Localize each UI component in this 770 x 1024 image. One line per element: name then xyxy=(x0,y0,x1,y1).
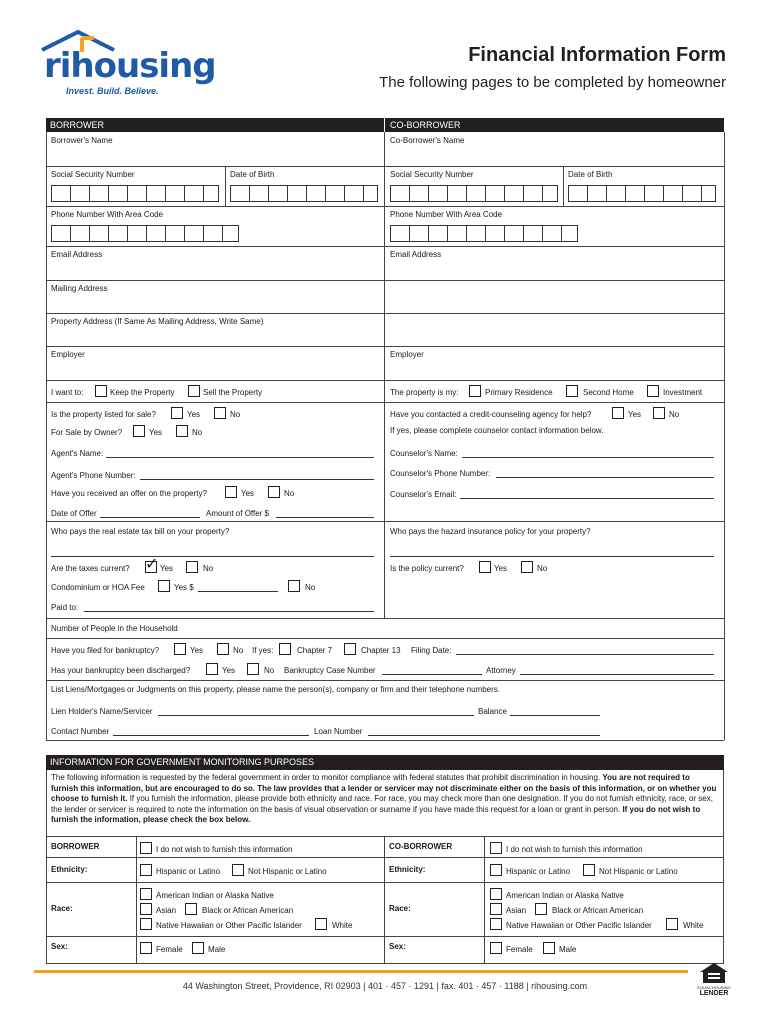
date-offer-label: Date of Offer xyxy=(51,509,97,518)
row-divider xyxy=(46,166,724,167)
borrower-sex-label: Sex: xyxy=(51,942,68,951)
gov-col-divider xyxy=(384,836,385,964)
bankruptcy-no-checkbox[interactable] xyxy=(217,643,229,655)
row-divider xyxy=(46,280,724,281)
gov-disclosure-text: The following information is requested by the federal government in order to monitor compliance with federal statutes that prohibit discrimination in housing. You are not required to furnish this information, but are encouraged to do so. The law provides that a lender or servicer may not discriminate either on the basis of this information, or on whether you choose to furnish it. If you furnish the information, please provide both ethnicity and race. For race, you may check more than one designation. If you do not furnish ethnicity, race, or sex, the lender or servicer is required to note the information on the basis of visual observation or surname if you have made this request for a loan or grant in person. If you do not wish to furnish the information, please check the box below. xyxy=(51,773,717,824)
keep-property-checkbox[interactable] xyxy=(95,385,107,397)
listed-no-label: No xyxy=(230,410,241,419)
offer-yes-label: Yes xyxy=(241,489,255,498)
gov-row-divider xyxy=(46,882,724,883)
co-borrower-black-label: Black or African American xyxy=(552,906,644,915)
borrower-ssn-label: Social Security Number xyxy=(51,170,135,179)
co-borrower-not-hispanic-label: Not Hispanic or Latino xyxy=(599,867,678,876)
co-borrower-not-hispanic-checkbox[interactable] xyxy=(583,864,595,876)
fsbo-no-checkbox[interactable] xyxy=(176,425,188,437)
borrower-no-wish-label: I do not wish to furnish this information xyxy=(156,845,293,854)
co-borrower-ssn-label: Social Security Number xyxy=(390,170,474,179)
want-to-label: I want to: xyxy=(51,388,84,397)
footer-rule xyxy=(34,970,688,973)
borrower-not-hispanic-label: Not Hispanic or Latino xyxy=(248,867,327,876)
co-borrower-email-field[interactable] xyxy=(387,262,722,279)
gov-borrower-label: BORROWER xyxy=(51,842,100,851)
borrower-employer-label: Employer xyxy=(51,350,85,359)
counseling-yes-label: Yes xyxy=(628,410,642,419)
second-home-label: Second Home xyxy=(583,388,634,397)
co-borrower-white-label: White xyxy=(683,921,704,930)
contact-number-field[interactable] xyxy=(113,735,309,736)
co-borrower-phone-label: Phone Number With Area Code xyxy=(390,210,503,219)
hoa-no-checkbox[interactable] xyxy=(288,580,300,592)
co-borrower-black-checkbox[interactable] xyxy=(535,903,547,915)
gov-row-divider xyxy=(46,836,724,837)
household-label: Number of People in the Household xyxy=(51,624,178,633)
date-offer-field[interactable] xyxy=(100,517,200,518)
loan-number-field[interactable] xyxy=(368,735,600,736)
agent-phone-field[interactable] xyxy=(140,479,374,480)
co-borrower-asian-label: Asian xyxy=(506,906,527,915)
mailing-address-field[interactable] xyxy=(48,296,722,312)
co-borrower-nh-checkbox[interactable] xyxy=(490,918,502,930)
chapter-13-checkbox[interactable] xyxy=(344,643,356,655)
property-is-label: The property is my: xyxy=(390,388,459,397)
borrower-email-field[interactable] xyxy=(48,262,382,279)
borrower-white-checkbox[interactable] xyxy=(315,918,327,930)
borrower-section-header: BORROWER xyxy=(46,118,384,132)
counseling-label: Have you contacted a credit-counseling agency for help? xyxy=(390,410,592,419)
taxes-current-label: Are the taxes current? xyxy=(51,564,130,573)
row-divider xyxy=(46,402,724,403)
tax-bill-field[interactable] xyxy=(51,556,374,557)
equal-housing-lender-logo xyxy=(694,962,734,1002)
if-yes-label: If yes: xyxy=(252,646,274,655)
mailing-address-label: Mailing Address xyxy=(51,284,108,293)
investment-checkbox[interactable] xyxy=(647,385,659,397)
attorney-label: Attorney xyxy=(486,666,516,675)
co-borrower-white-checkbox[interactable] xyxy=(666,918,678,930)
co-borrower-no-wish-label: I do not wish to furnish this information xyxy=(506,845,643,854)
co-borrower-asian-checkbox[interactable] xyxy=(490,903,502,915)
second-home-checkbox[interactable] xyxy=(566,385,578,397)
borrower-asian-checkbox[interactable] xyxy=(140,903,152,915)
sell-property-label: Sell the Property xyxy=(203,388,263,397)
borrower-race-label: Race: xyxy=(51,904,73,913)
row-divider xyxy=(46,638,724,639)
chapter-7-label: Chapter 7 xyxy=(297,646,333,655)
co-borrower-no-wish-checkbox[interactable] xyxy=(490,842,502,854)
discharged-label: Has your bankruptcy been discharged? xyxy=(51,666,191,675)
page-subtitle: The following pages to be completed by homeowner xyxy=(379,74,726,91)
chapter-13-label: Chapter 13 xyxy=(361,646,401,655)
co-borrower-ssn-field[interactable] xyxy=(390,185,558,202)
gov-row-divider xyxy=(46,857,724,858)
offer-no-checkbox[interactable] xyxy=(268,486,280,498)
case-number-field[interactable] xyxy=(382,674,482,675)
borrower-ai-label: American Indian or Alaska Native xyxy=(156,891,274,900)
bankruptcy-yes-label: Yes xyxy=(190,646,204,655)
discharged-no-checkbox[interactable] xyxy=(247,663,259,675)
keep-property-label: Keep the Property xyxy=(110,388,175,397)
co-borrower-nh-label: Native Hawaiian or Other Pacific Islander xyxy=(506,921,652,930)
row-divider xyxy=(46,740,724,741)
offer-no-label: No xyxy=(284,489,295,498)
liens-label: List Liens/Mortgages or Judgments on this property, please name the person(s), company or firm and their telephone numbers. xyxy=(51,685,500,694)
policy-current-label: Is the policy current? xyxy=(390,564,464,573)
balance-label: Balance xyxy=(478,707,507,716)
hoa-no-label: No xyxy=(305,583,316,592)
counselor-email-field[interactable] xyxy=(460,498,714,499)
lien-holder-label: Lien Holder's Name/Servicer xyxy=(51,707,153,716)
discharged-no-label: No xyxy=(264,666,275,675)
row-divider xyxy=(46,618,724,619)
sell-property-checkbox[interactable] xyxy=(188,385,200,397)
borrower-name-field[interactable] xyxy=(48,148,382,165)
case-number-label: Bankruptcy Case Number xyxy=(284,666,376,675)
counselor-phone-field[interactable] xyxy=(496,477,714,478)
logo-tagline: Invest. Build. Believe. xyxy=(66,86,159,96)
counseling-yes-checkbox[interactable] xyxy=(612,407,624,419)
borrower-black-label: Black or African American xyxy=(202,906,294,915)
co-borrower-hispanic-label: Hispanic or Latino xyxy=(506,867,571,876)
row-divider xyxy=(46,313,724,314)
co-borrower-race-label: Race: xyxy=(389,904,411,913)
primary-residence-label: Primary Residence xyxy=(485,388,553,397)
row-divider xyxy=(46,380,724,381)
equal-housing-icon xyxy=(699,962,729,984)
borrower-employer-field[interactable] xyxy=(48,362,382,379)
policy-current-no-checkbox[interactable] xyxy=(521,561,533,573)
co-borrower-female-checkbox[interactable] xyxy=(490,942,502,954)
checkmark-icon: ✓ xyxy=(145,554,159,573)
logo xyxy=(38,28,216,98)
gov-col-divider xyxy=(136,836,137,964)
row-divider xyxy=(46,521,724,522)
listed-no-checkbox[interactable] xyxy=(214,407,226,419)
co-borrower-hispanic-checkbox[interactable] xyxy=(490,864,502,876)
co-borrower-ai-checkbox[interactable] xyxy=(490,888,502,900)
borrower-black-checkbox[interactable] xyxy=(185,903,197,915)
paid-to-field[interactable] xyxy=(84,611,374,612)
amount-offer-field[interactable] xyxy=(276,517,374,518)
form-left-border xyxy=(46,132,47,740)
form-center-divider xyxy=(384,132,385,618)
lender-text: LENDER xyxy=(699,990,729,997)
bankruptcy-no-label: No xyxy=(233,646,244,655)
co-borrower-ai-label: American Indian or Alaska Native xyxy=(506,891,624,900)
ssn-dob-divider xyxy=(225,166,226,206)
co-borrower-name-field[interactable] xyxy=(387,148,722,165)
co-borrower-email-label: Email Address xyxy=(390,250,442,259)
agent-name-label: Agent's Name: xyxy=(51,449,104,458)
borrower-hispanic-label: Hispanic or Latino xyxy=(156,867,221,876)
co-borrower-ethnicity-label: Ethnicity: xyxy=(389,865,426,874)
hoa-yes-checkbox[interactable] xyxy=(158,580,170,592)
taxes-current-no-checkbox[interactable] xyxy=(186,561,198,573)
gov-section-header: INFORMATION FOR GOVERNMENT MONITORING PURPOSES xyxy=(46,755,724,770)
lien-holder-field[interactable] xyxy=(158,715,474,716)
borrower-phone-field[interactable] xyxy=(51,225,239,242)
borrower-name-label: Borrower's Name xyxy=(51,136,113,145)
fsbo-yes-label: Yes xyxy=(149,428,163,437)
co-borrower-female-label: Female xyxy=(506,945,533,954)
co-borrower-dob-field[interactable] xyxy=(568,185,716,202)
borrower-dob-field[interactable] xyxy=(230,185,378,202)
co-borrower-dob-label: Date of Birth xyxy=(568,170,613,179)
borrower-white-label: White xyxy=(332,921,353,930)
loan-number-label: Loan Number xyxy=(314,727,363,736)
borrower-not-hispanic-checkbox[interactable] xyxy=(232,864,244,876)
filing-date-label: Filing Date: xyxy=(411,646,452,655)
gov-co-borrower-label: CO-BORROWER xyxy=(389,842,453,851)
borrower-female-label: Female xyxy=(156,945,183,954)
policy-current-no-label: No xyxy=(537,564,548,573)
agent-name-field[interactable] xyxy=(106,457,374,458)
hazard-field[interactable] xyxy=(390,556,714,557)
gov-col-divider xyxy=(484,836,485,964)
policy-current-yes-checkbox[interactable] xyxy=(479,561,491,573)
co-borrower-section-header: CO-BORROWER xyxy=(385,118,724,132)
borrower-hispanic-checkbox[interactable] xyxy=(140,864,152,876)
primary-residence-checkbox[interactable] xyxy=(469,385,481,397)
offer-label: Have you received an offer on the property? xyxy=(51,489,207,498)
investment-label: Investment xyxy=(663,388,703,397)
borrower-asian-label: Asian xyxy=(156,906,177,915)
bankruptcy-label: Have you filed for bankruptcy? xyxy=(51,646,160,655)
offer-yes-checkbox[interactable] xyxy=(225,486,237,498)
borrower-dob-label: Date of Birth xyxy=(230,170,275,179)
logo-wordmark: rihousing xyxy=(44,46,216,86)
borrower-no-wish-checkbox[interactable] xyxy=(140,842,152,854)
co-borrower-male-label: Male xyxy=(559,945,577,954)
hoa-label: Condominium or HOA Fee xyxy=(51,583,145,592)
filing-date-field[interactable] xyxy=(456,654,714,655)
counseling-no-label: No xyxy=(669,410,680,419)
equal-housing-text: EQUAL HOUSING xyxy=(697,985,731,990)
policy-current-yes-label: Yes xyxy=(494,564,508,573)
agent-phone-label: Agent's Phone Number: xyxy=(51,471,136,480)
listed-label: Is the property listed for sale? xyxy=(51,410,156,419)
co-borrower-male-checkbox[interactable] xyxy=(543,942,555,954)
borrower-ssn-field[interactable] xyxy=(51,185,219,202)
hoa-yes-label: Yes $ xyxy=(174,583,194,592)
bankruptcy-yes-checkbox[interactable] xyxy=(174,643,186,655)
balance-field[interactable] xyxy=(510,715,600,716)
form-center-divider-lower xyxy=(384,548,385,618)
amount-offer-label: Amount of Offer $ xyxy=(206,509,269,518)
borrower-male-checkbox[interactable] xyxy=(192,942,204,954)
borrower-male-label: Male xyxy=(208,945,226,954)
co-borrower-employer-label: Employer xyxy=(390,350,424,359)
co-borrower-sex-label: Sex: xyxy=(389,942,406,951)
borrower-female-checkbox[interactable] xyxy=(140,942,152,954)
footer-address: 44 Washington Street, Providence, RI 02903 | 401 · 457 · 1291 | fax. 401 · 457 · 1188 | rihousing.com xyxy=(182,981,588,991)
counseling-note: If yes, please complete counselor contact information below. xyxy=(390,426,604,435)
form-right-border xyxy=(724,132,725,740)
counselor-name-field[interactable] xyxy=(462,457,714,458)
borrower-nh-label: Native Hawaiian or Other Pacific Islander xyxy=(156,921,302,930)
taxes-current-no-label: No xyxy=(203,564,214,573)
fsbo-label: For Sale by Owner? xyxy=(51,428,123,437)
borrower-ai-checkbox[interactable] xyxy=(140,888,152,900)
borrower-ethnicity-label: Ethnicity: xyxy=(51,865,88,874)
attorney-field[interactable] xyxy=(520,674,714,675)
row-divider xyxy=(46,346,724,347)
listed-yes-label: Yes xyxy=(187,410,201,419)
property-address-field[interactable] xyxy=(48,329,722,345)
gov-row-divider xyxy=(46,936,724,937)
hazard-label: Who pays the hazard insurance policy for your property? xyxy=(390,527,591,536)
counselor-email-label: Counselor's Email: xyxy=(390,490,457,499)
borrower-email-label: Email Address xyxy=(51,250,103,259)
tax-bill-label: Who pays the real estate tax bill on your property? xyxy=(51,527,230,536)
discharged-yes-label: Yes xyxy=(222,666,236,675)
counseling-no-checkbox[interactable] xyxy=(653,407,665,419)
taxes-current-yes-label: Yes xyxy=(160,564,174,573)
row-divider xyxy=(46,206,724,207)
counselor-name-label: Counselor's Name: xyxy=(390,449,458,458)
hoa-amount-field[interactable] xyxy=(198,591,278,592)
co-borrower-name-label: Co-Borrower's Name xyxy=(390,136,465,145)
ssn-dob-divider xyxy=(563,166,564,206)
paid-to-label: Paid to: xyxy=(51,603,79,612)
fsbo-yes-checkbox[interactable] xyxy=(133,425,145,437)
borrower-phone-label: Phone Number With Area Code xyxy=(51,210,164,219)
co-borrower-employer-field[interactable] xyxy=(387,362,722,379)
row-divider xyxy=(46,680,724,681)
chapter-7-checkbox[interactable] xyxy=(279,643,291,655)
contact-number-label: Contact Number xyxy=(51,727,110,736)
listed-yes-checkbox[interactable] xyxy=(171,407,183,419)
page-title: Financial Information Form xyxy=(468,44,726,66)
co-borrower-phone-field[interactable] xyxy=(390,225,578,242)
property-address-label: Property Address (If Same As Mailing Address, Write Same) xyxy=(51,317,264,326)
fsbo-no-label: No xyxy=(192,428,203,437)
row-divider xyxy=(46,246,724,247)
discharged-yes-checkbox[interactable] xyxy=(206,663,218,675)
borrower-nh-checkbox[interactable] xyxy=(140,918,152,930)
counselor-phone-label: Counselor's Phone Number: xyxy=(390,469,491,478)
